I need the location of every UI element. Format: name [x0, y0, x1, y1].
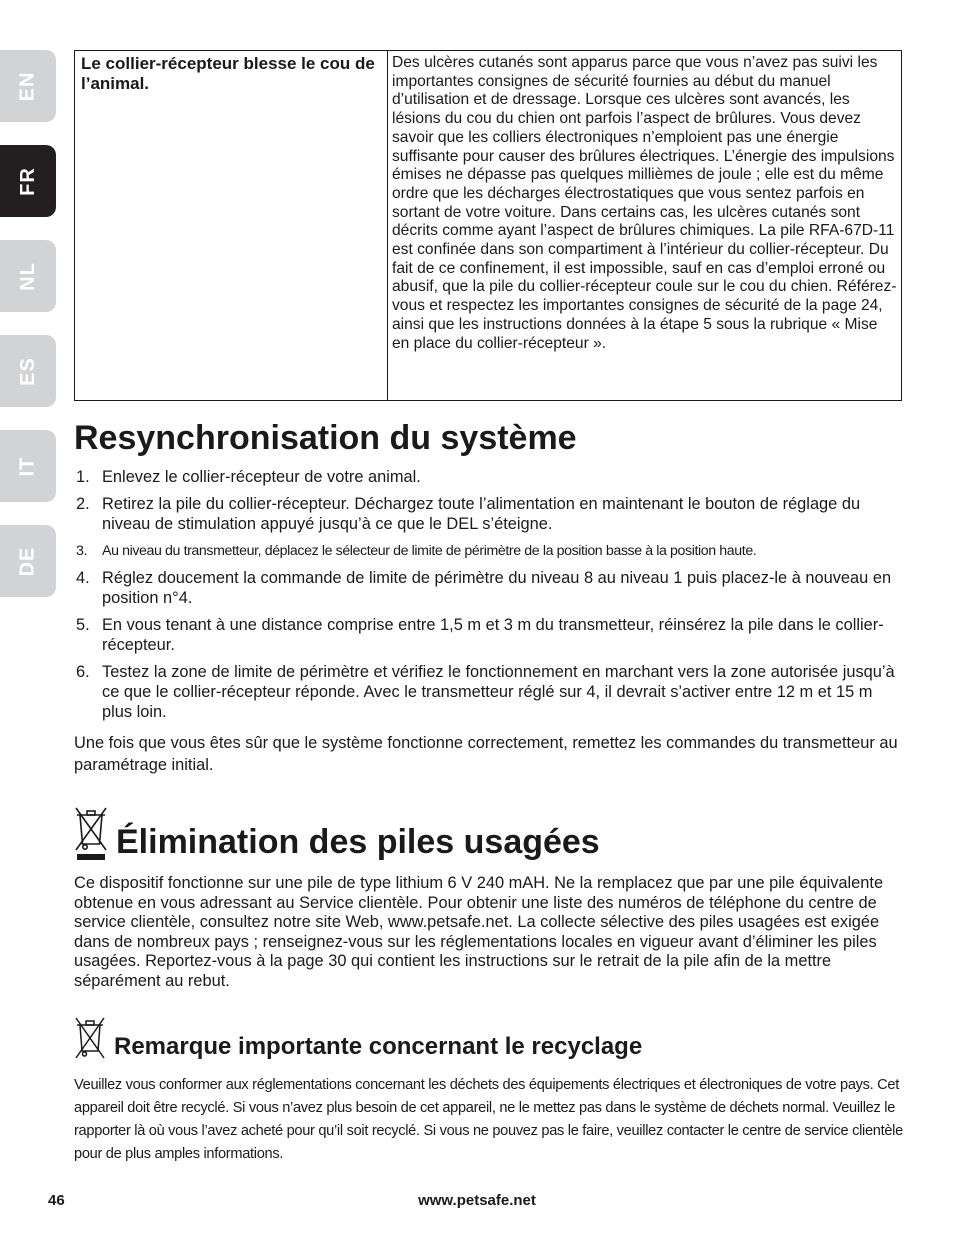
- resync-title: Resynchronisation du système: [74, 419, 577, 457]
- tab-es-label: ES: [16, 356, 39, 386]
- recycling-text: Veuillez vous conformer aux réglementations concernant les déchets des équipements électriques et électroniques de votre pays. Cet appareil doit être recyclé. Si vous n’avez plus besoin de cet appareil, ne le mettez pas dans le système de déchets normal. Veuillez le rapporter là où vous l’avez acheté pour qu’il soit recyclé. Si vous ne pouvez pas le faire, veuillez contacter le centre de service clientèle pour de plus amples informations.: [74, 1077, 903, 1162]
- step-text: Au niveau du transmetteur, déplacez le sélecteur de limite de périmètre de la position basse à la position haute.: [102, 543, 757, 559]
- tab-nl[interactable]: [0, 240, 56, 312]
- step-item: [74, 615, 904, 655]
- step-text: Enlevez le collier-récepteur de votre animal.: [102, 468, 421, 486]
- page-number: 46: [48, 1192, 65, 1209]
- crossed-out-wheelie-bin-icon: [74, 1017, 106, 1061]
- step-text: Retirez la pile du collier-récepteur. Déchargez toute l’alimentation en maintenant le bouton de réglage du niveau de stimulation appuyé jusqu’à ce que le DEL s’éteigne.: [102, 495, 861, 533]
- tab-fr[interactable]: [0, 145, 56, 217]
- recycling-title: Remarque importante concernant le recyclage: [114, 1033, 643, 1060]
- step-number: 5.: [76, 616, 90, 634]
- recycling-heading: [74, 1017, 642, 1061]
- step-number: 2.: [76, 495, 90, 513]
- step-number: 1.: [76, 468, 90, 486]
- tab-es[interactable]: [0, 335, 56, 407]
- tab-de-label: DE: [16, 546, 39, 576]
- footer-url: www.petsafe.net: [418, 1192, 536, 1209]
- tab-en-label: EN: [16, 71, 39, 101]
- step-item: [74, 662, 904, 722]
- troubleshooting-table: [74, 50, 902, 401]
- step-text: Testez la zone de limite de périmètre et vérifiez le fonctionnement en marchant vers la zone autorisée jusqu’à ce que le collier-récepteur réponde. Avec le transmetteur réglé sur 4, il devrait s’activer entre 12 m et 15 m plus loin.: [102, 663, 895, 721]
- tab-it-label: IT: [16, 456, 39, 476]
- resync-steps: [74, 467, 904, 729]
- tab-de[interactable]: [0, 525, 56, 597]
- step-text: En vous tenant à une distance comprise entre 1,5 m et 3 m du transmetteur, réinsérez la pile dans le collier-récepteur.: [102, 616, 884, 654]
- tab-nl-label: NL: [16, 261, 39, 291]
- tab-en[interactable]: [0, 50, 56, 122]
- step-item: [74, 494, 904, 534]
- crossed-out-wheelie-bin-icon: [74, 806, 108, 862]
- resync-closing-text: Une fois que vous êtes sûr que le système fonctionne correctement, remettez les commandes du transmetteur au paramétrage initial.: [74, 734, 898, 774]
- solution-cell: Des ulcères cutanés sont apparus parce que vous n’avez pas suivi les importantes consignes de sécurité fournies au début du manuel d’utilisation et de dressage. Lorsque ces ulcères sont avancés, les lésions du cou du chien ont parfois l’aspect de brûlures. Vous devez savoir que les colliers électroniques n’emploient pas une énergie suffisante pour causer des brûlures électriques. L’énergie des impulsions émises ne dépasse pas quelques millièmes de joule ; elle est du même ordre que les décharges électrostatiques que vous sentez parfois en sortant de votre voiture. Dans certains cas, les ulcères cutanés sont décrits comme ayant l’aspect de brûlures chimiques. La pile RFA-67D-11 est confinée dans son compartiment à l’intérieur du collier-récepteur. Du fait de ce confinement, il est impossible, sauf en cas d’emploi erroné ou abusif, que la pile du collier-récepteur coule sur le cou du chien. Référez-vous et respectez les importantes consignes de sécurité de la page 24, ainsi que les instructions données à la étape 5 sous la rubrique « Mise en place du collier-récepteur ».: [392, 54, 897, 352]
- step-number: 4.: [76, 569, 90, 587]
- step-item: [74, 467, 904, 487]
- disposal-text: Ce dispositif fonctionne sur une pile de type lithium 6 V 240 mAH. Ne la remplacez que par une pile équivalente obtenue en vous adressant au Service clientèle. Pour obtenir une liste des numéros de téléphone du centre de service clientèle, consultez notre site Web, www.petsafe.net. La collecte sélective des piles usagées est exigée dans de nombreux pays ; renseignez-vous sur les réglementations locales en vigueur avant d’éliminer les piles usagées. Reportez-vous à la page 30 qui contient les instructions sur le retrait de la pile afin de la mettre séparément au rebut.: [74, 874, 884, 990]
- tab-fr-label: FR: [16, 166, 39, 196]
- tab-it[interactable]: [0, 430, 56, 502]
- step-number: 6.: [76, 663, 90, 681]
- problem-cell: Le collier-récepteur blesse le cou de l’animal.: [75, 51, 388, 400]
- step-text: Réglez doucement la commande de limite de périmètre du niveau 8 au niveau 1 puis placez-le à nouveau en position n°4.: [102, 569, 892, 607]
- disposal-title: Élimination des piles usagées: [116, 823, 600, 861]
- step-number: 3.: [76, 543, 88, 559]
- step-item: [74, 568, 904, 608]
- step-item: [74, 541, 904, 561]
- disposal-heading: [74, 806, 600, 862]
